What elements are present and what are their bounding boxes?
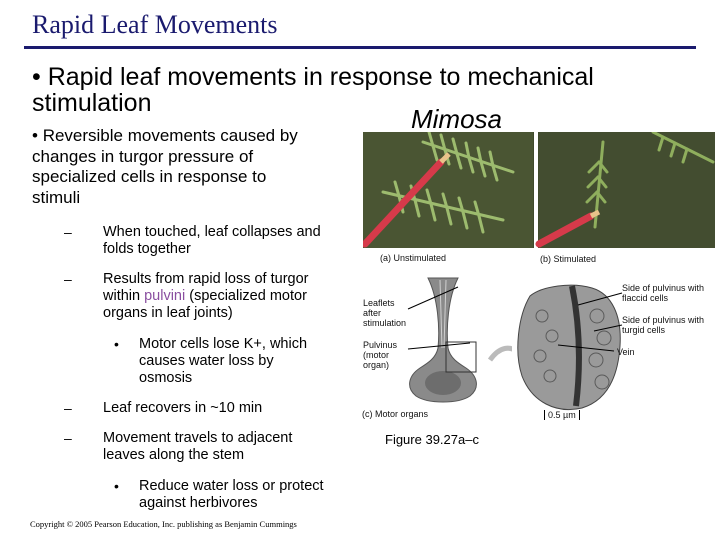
callout-text: Leaflets <box>363 298 395 308</box>
mimosa-photos <box>363 132 715 248</box>
callout-text: turgid cells <box>622 325 666 335</box>
point-5-line1: Movement travels to adjacent <box>103 430 293 446</box>
label-motor-organs: (c) Motor organs <box>362 409 429 419</box>
point-3-line1: Motor cells lose K+, which <box>139 336 308 352</box>
callout-vein: Vein <box>617 347 635 357</box>
point-5-line2: leaves along the stem <box>103 447 245 463</box>
point-2-text: within <box>103 288 145 304</box>
figure-caption: Figure 39.27a–c <box>385 432 479 447</box>
label-stimulated: (b) Stimulated <box>540 254 597 264</box>
copyright-notice: Copyright © 2005 Pearson Education, Inc. publishing as Benjamin Cummings <box>30 519 297 529</box>
bullet-marker: • <box>32 63 41 91</box>
point-1-line2: folds together <box>103 241 191 257</box>
dash-marker: – <box>64 271 72 287</box>
callout-text: Side of pulvinus with <box>622 283 705 293</box>
scale-bar: 0.5 µm <box>544 410 580 420</box>
slide-title: Rapid Leaf Movements <box>32 10 278 39</box>
callout-pulvinus <box>363 340 397 370</box>
point-2-line2 <box>103 288 307 305</box>
main-bullet-line1: Rapid leaf movements in response to mechanical <box>47 63 594 91</box>
point-6-line2: against herbivores <box>139 495 258 511</box>
callout-text: after <box>363 308 382 318</box>
callout-flaccid <box>622 283 704 303</box>
bullet-marker: • <box>114 336 119 352</box>
main-bullet <box>32 64 594 90</box>
callout-text: flaccid cells <box>622 293 669 303</box>
dash-marker: – <box>64 430 72 446</box>
sub-bullet-line2: changes in turgor pressure of <box>32 147 254 166</box>
point-1-line1: When touched, leaf collapses and <box>103 224 321 240</box>
callout-text: organ) <box>363 360 390 370</box>
bullet-marker: • <box>114 478 119 494</box>
sub-bullet-line4: stimuli <box>32 188 81 207</box>
callout-text: Side of pulvinus with <box>622 315 705 325</box>
callout-turgid <box>622 315 704 335</box>
sub-bullet-line3: specialized cells in response to <box>32 167 267 186</box>
point-2-text: (specialized motor <box>185 288 307 304</box>
main-bullet-line2: stimulation <box>32 89 152 117</box>
point-3-line2: causes water loss by <box>139 353 274 369</box>
title-underline <box>24 46 696 49</box>
pulvini-term: pulvini <box>144 288 186 304</box>
point-4-line1: Leaf recovers in ~10 min <box>103 400 263 416</box>
callout-text: stimulation <box>363 318 407 328</box>
callout-text: (motor <box>363 350 390 360</box>
point-3-line3: osmosis <box>139 370 193 386</box>
mimosa-label: Mimosa <box>411 104 503 134</box>
dash-marker: – <box>64 400 72 416</box>
sub-bullet-line1: Reversible movements caused by <box>42 126 298 145</box>
sub-bullet <box>32 127 298 145</box>
label-unstimulated: (a) Unstimulated <box>380 253 447 263</box>
point-6-line1: Reduce water loss or protect <box>139 478 324 494</box>
callout-leaflets <box>363 298 406 328</box>
bullet-marker: • <box>32 126 38 145</box>
point-2-line1: Results from rapid loss of turgor <box>103 271 309 287</box>
point-2-line3: organs in leaf joints) <box>103 305 233 321</box>
callout-text: Pulvinus <box>363 340 398 350</box>
dash-marker: – <box>64 224 72 240</box>
